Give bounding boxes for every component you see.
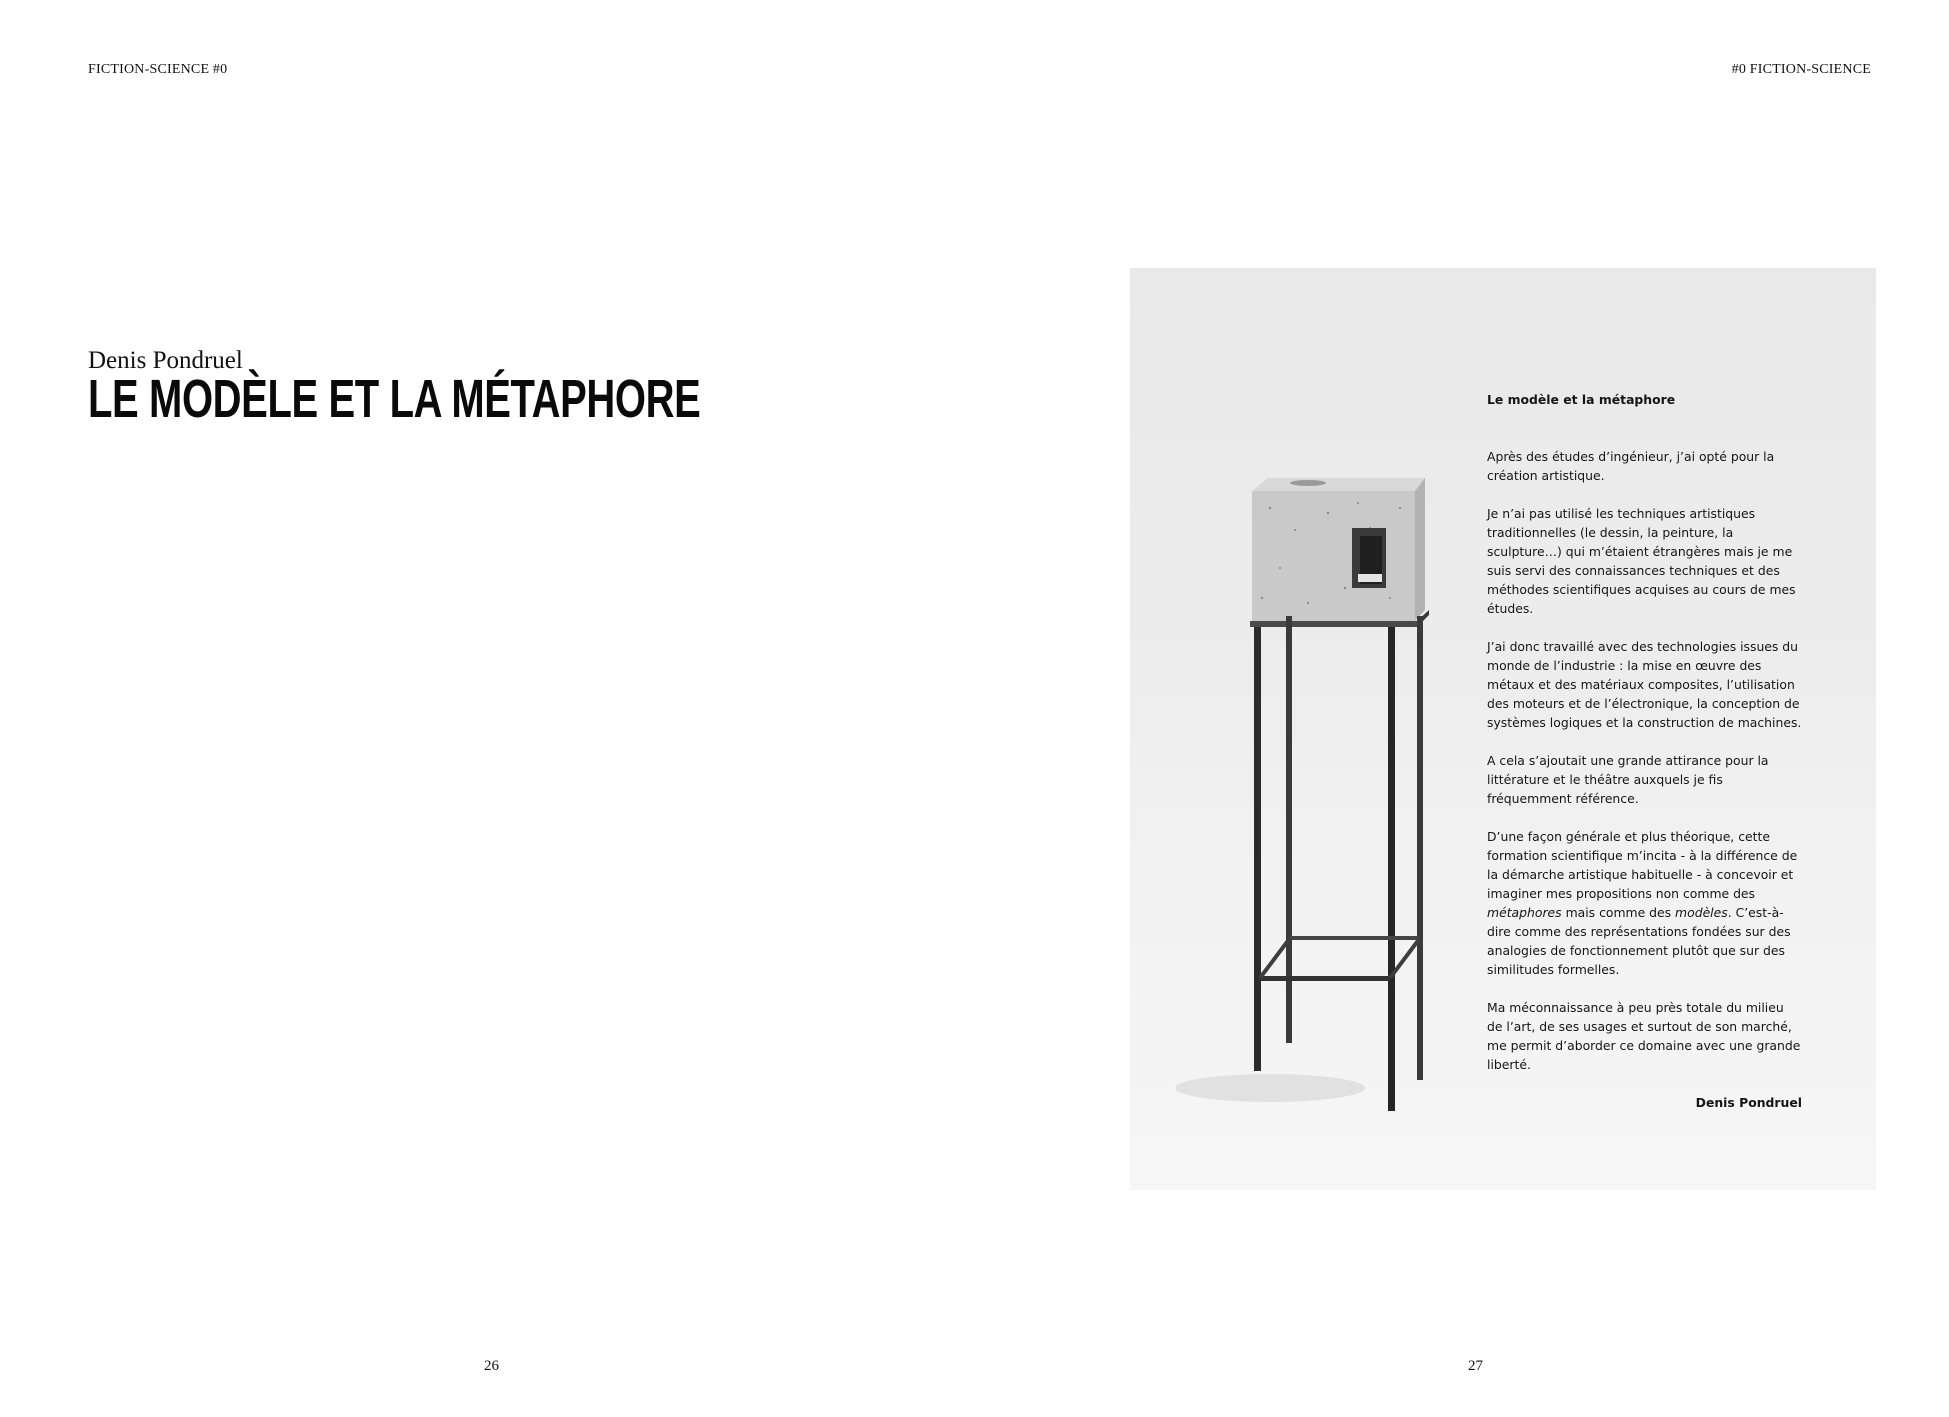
statement-paragraph: Après des études d’ingénieur, j’ai opté pour la création artistique. <box>1487 449 1775 483</box>
artist-statement <box>1487 390 1802 1112</box>
statement-emphasis-metaphores: métaphores <box>1487 905 1562 920</box>
statement-text: D’une façon générale et plus théorique, cette formation scientifique m’incita - à la différence de la démarche artistique habituelle - à concevoir et imaginer mes propositions non comme des <box>1487 829 1798 901</box>
statement-paragraph: Ma méconnaissance à peu près totale du milieu de l’art, de ses usages et surtout de son marché, me permit d’aborder ce domaine avec une grande liberté. <box>1487 1000 1801 1072</box>
running-head-right: #0 FICTION-SCIENCE <box>1731 62 1871 77</box>
sculpture-photo <box>1130 268 1876 1190</box>
statement-text: mais comme des <box>1561 905 1676 920</box>
article-author: Denis Pondruel <box>88 347 243 374</box>
running-head-left: FICTION-SCIENCE #0 <box>88 62 228 77</box>
statement-emphasis-modeles: modèles <box>1675 905 1728 920</box>
statement-paragraph: Je n’ai pas utilisé les techniques artistiques traditionnelles (le dessin, la peinture, la sculpture…) qui m’étaient étrangères mais je me suis servi des connaissances techniques et des méthodes scientifiques acquises au cours de mes études. <box>1487 506 1796 616</box>
statement-heading: Le modèle et la métaphore <box>1487 392 1676 407</box>
page-number-right: 27 <box>1468 1358 1483 1374</box>
statement-paragraph: J’ai donc travaillé avec des technologies issues du monde de l’industrie : la mise en œuvre des métaux et des matériaux composites, l’utilisation des moteurs et de l’électronique, la conception de systèmes logiques et la construction de machines. <box>1487 639 1802 730</box>
statement-paragraph: A cela s’ajoutait une grande attirance pour la littérature et le théâtre auxquels je fis fréquemment référence. <box>1487 753 1769 806</box>
article-title: LE MODÈLE ET LA MÉTAPHORE <box>88 369 701 429</box>
statement-text: . C’est-à-dire comme des représentations fondées sur des analogies de fonctionnement plutôt que sur des similitudes formelles. <box>1487 905 1791 977</box>
statement-paragraph <box>1487 827 1802 979</box>
statement-signature: Denis Pondruel <box>1695 1095 1802 1110</box>
page-number-left: 26 <box>484 1358 499 1374</box>
